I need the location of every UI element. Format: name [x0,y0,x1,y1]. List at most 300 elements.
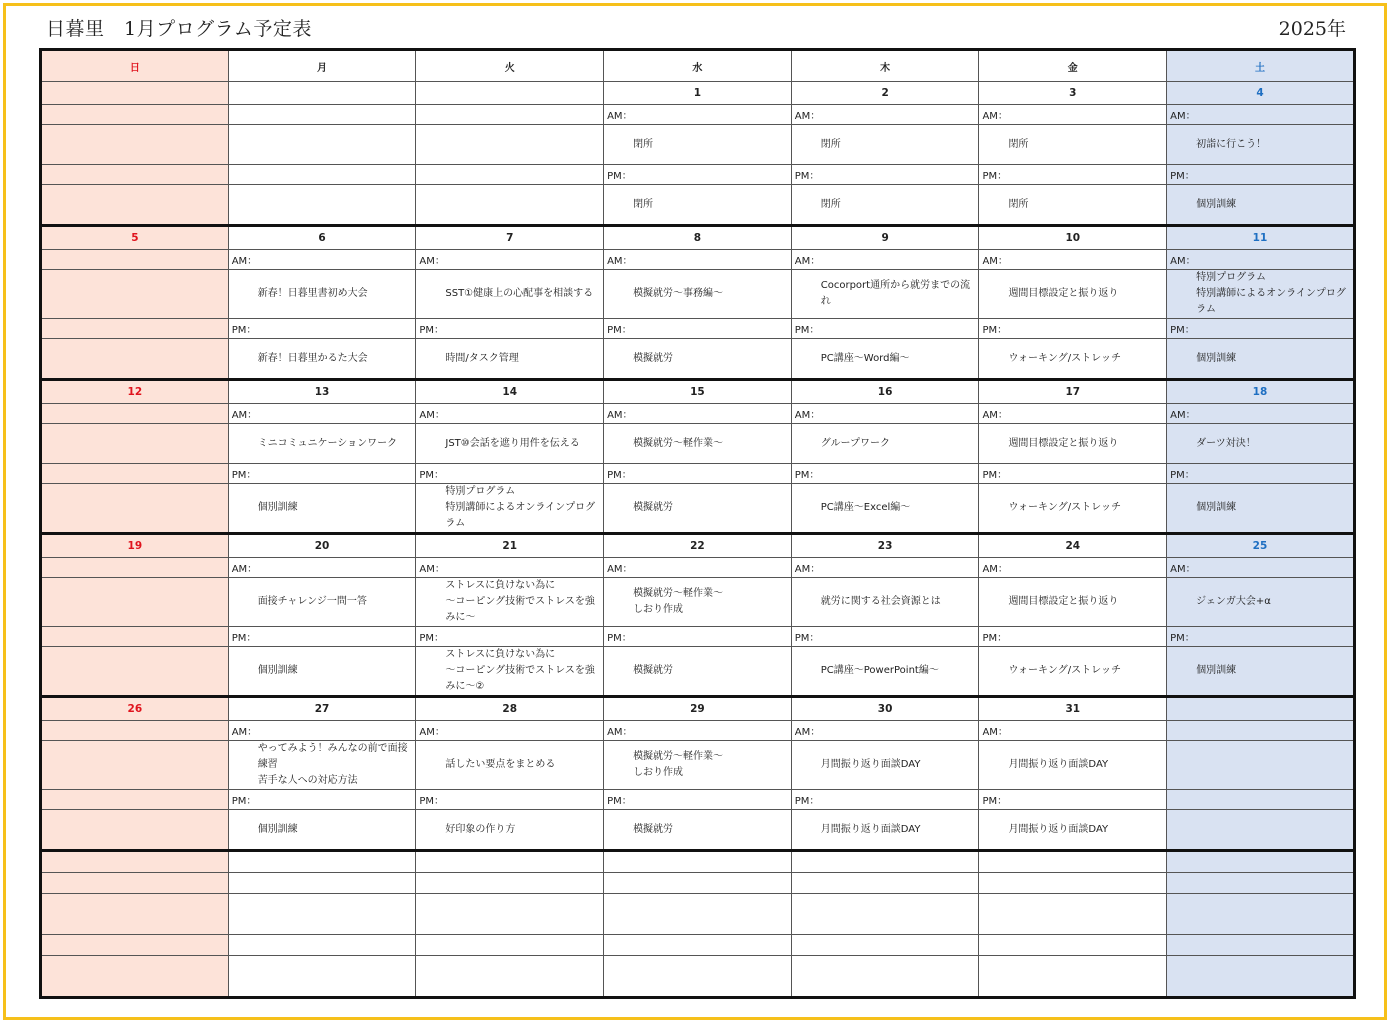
blank-cell [1167,894,1355,935]
program-line: 閉所 [820,198,841,210]
blank-cell [41,873,229,894]
am-label [41,105,229,125]
blank-cell [228,956,416,998]
am-label: AM： [1167,558,1355,578]
pm-label: PM： [228,319,416,339]
program-line: 苦手な人への対応方法 [257,775,358,786]
program-line: 週間目標設定と振り返り [1008,288,1119,299]
date-cell [1167,697,1355,721]
pm-label [41,319,229,339]
program-line: 模擬就労～軽作業～ [633,588,724,599]
program-line: 個別訓練 [1196,198,1237,210]
blank-cell [41,956,229,998]
program-line: 閉所 [820,138,841,150]
date-cell: 26 [41,697,229,721]
pm-label: PM： [791,165,979,185]
am-program [1167,270,1355,319]
date-cell: 7 [416,226,604,250]
am-label: AM： [791,105,979,125]
am-program [791,270,979,319]
pm-program [41,185,229,226]
am-label: AM： [416,721,604,741]
program-line: 面接チャレンジ一問一答 [257,596,367,607]
date-row [41,226,1355,250]
am-program [979,424,1167,464]
pm-program [979,484,1167,534]
pm-label: PM： [979,464,1167,484]
am-label-row [41,404,1355,424]
pm-program [604,810,792,851]
pm-label: PM： [416,627,604,647]
blank-cell [228,894,416,935]
program-line: 個別訓練 [1196,352,1237,364]
pm-label [41,790,229,810]
date-cell: 21 [416,534,604,558]
am-label: AM： [228,558,416,578]
am-program [791,424,979,464]
blank-cell [604,956,792,998]
date-cell [228,82,416,105]
pm-label: PM： [791,790,979,810]
date-cell: 2 [791,82,979,105]
date-cell: 15 [604,380,792,404]
pm-event-row [41,810,1355,851]
pm-program [228,185,416,226]
am-program [416,424,604,464]
program-line: 閉所 [633,138,654,150]
am-label: AM： [416,558,604,578]
pm-program [41,484,229,534]
pm-program [228,484,416,534]
pm-program [228,339,416,380]
program-line: Cocorport通所から就労までの流れ [820,280,971,307]
date-cell: 18 [1167,380,1355,404]
pm-program [41,647,229,697]
am-program [979,270,1167,319]
program-line: ウォーキング/ストレッチ [1008,502,1122,513]
blank-cell [228,873,416,894]
am-label: AM： [1167,404,1355,424]
blank-cell [979,956,1167,998]
am-program [416,125,604,165]
program-line: 就労に関する社会資源とは [820,596,941,607]
program-line: 個別訓練 [1196,665,1237,676]
program-line: ストレスに負けない為に [445,580,556,591]
date-row [41,534,1355,558]
date-row [41,82,1355,105]
blank-cell [604,935,792,956]
am-label: AM： [604,558,792,578]
program-line: PC講座～Excel編～ [820,502,911,513]
date-cell: 20 [228,534,416,558]
program-line: ジェンガ大会+α [1196,596,1271,607]
blank-cell [791,935,979,956]
am-label-row [41,721,1355,741]
blank-cell [416,873,604,894]
blank-cell [791,873,979,894]
program-line: 模擬就労～軽作業～ [633,437,724,449]
program-line: ウォーキング/ストレッチ [1008,352,1122,364]
pm-program [416,484,604,534]
pm-program [791,484,979,534]
date-cell: 10 [979,226,1167,250]
pm-label: PM： [604,165,792,185]
blank-cell [416,956,604,998]
pm-program [979,647,1167,697]
date-cell: 25 [1167,534,1355,558]
program-line: 閉所 [1008,138,1029,150]
am-event-row [41,424,1355,464]
date-cell: 31 [979,697,1167,721]
pm-program [228,810,416,851]
pm-program [791,647,979,697]
am-event-row [41,578,1355,627]
am-program [791,125,979,165]
program-line: 時間/タスク管理 [445,352,519,364]
pm-label: PM： [416,464,604,484]
pm-program [791,185,979,226]
blank-row [41,851,1355,873]
am-program [604,270,792,319]
am-label: AM： [604,721,792,741]
date-cell: 6 [228,226,416,250]
am-program [228,741,416,790]
pm-label: PM： [604,627,792,647]
weekday-sat: 土 [1167,50,1355,82]
date-cell: 19 [41,534,229,558]
program-line: JST⑩会話を遮り用件を伝える [445,437,580,449]
pm-label: PM： [791,627,979,647]
blank-cell [979,935,1167,956]
date-cell: 5 [41,226,229,250]
pm-label: PM： [228,464,416,484]
am-label: AM： [791,721,979,741]
am-event-row [41,270,1355,319]
date-cell: 8 [604,226,792,250]
am-program [791,578,979,627]
blank-cell [416,935,604,956]
program-line: PC講座～PowerPoint編～ [820,665,939,676]
am-program [228,125,416,165]
blank-cell [1167,956,1355,998]
blank-cell [1167,935,1355,956]
date-cell: 29 [604,697,792,721]
pm-label [41,627,229,647]
am-label: AM： [979,404,1167,424]
year-label: 2025年 [1278,18,1346,40]
pm-label: PM： [979,790,1167,810]
pm-program [41,810,229,851]
program-line: 新春！日暮里書初め大会 [257,288,368,299]
am-label-row [41,105,1355,125]
weekday-mon: 月 [228,50,416,82]
program-line: 話したい要点をまとめる [445,759,556,770]
program-line: 模擬就労 [633,823,674,835]
program-line: ストレスに負けない為に [445,649,556,660]
program-line: 個別訓練 [257,502,298,513]
blank-cell [41,894,229,935]
program-line: 月間振り返り面談DAY [820,759,921,770]
pm-program [416,339,604,380]
am-event-row [41,741,1355,790]
am-label [416,105,604,125]
program-line: ダーツ対決！ [1196,437,1256,449]
program-line: 月間振り返り面談DAY [1008,759,1109,770]
am-label [41,558,229,578]
am-label: AM： [979,105,1167,125]
page-title: 日暮里 1月プログラム予定表 [46,18,312,40]
weekday-fri: 金 [979,50,1167,82]
am-program [979,578,1167,627]
pm-label: PM： [416,790,604,810]
weekday-thu: 木 [791,50,979,82]
am-label [41,250,229,270]
pm-program [791,810,979,851]
program-line: 月間振り返り面談DAY [1008,823,1109,835]
am-label: AM： [791,250,979,270]
weekday-header-row [41,50,1355,82]
blank-row [41,873,1355,894]
am-program [979,741,1167,790]
pm-label [41,464,229,484]
program-line: 模擬就労 [633,665,674,676]
blank-cell [228,851,416,873]
am-label [228,105,416,125]
date-cell [416,82,604,105]
date-cell: 16 [791,380,979,404]
weekday-tue: 火 [416,50,604,82]
blank-cell [604,894,792,935]
pm-event-row [41,185,1355,226]
am-event-row [41,125,1355,165]
pm-label-row [41,790,1355,810]
pm-event-row [41,647,1355,697]
pm-program [604,484,792,534]
am-label [41,404,229,424]
date-cell: 22 [604,534,792,558]
date-cell: 27 [228,697,416,721]
pm-label-row [41,627,1355,647]
am-label: AM： [791,558,979,578]
am-label: AM： [228,721,416,741]
pm-program [41,339,229,380]
program-line: 初詣に行こう！ [1196,138,1267,150]
pm-label: PM： [791,464,979,484]
pm-program [979,185,1167,226]
pm-program [604,647,792,697]
am-program [41,578,229,627]
pm-program [1167,810,1355,851]
date-row [41,380,1355,404]
date-cell: 14 [416,380,604,404]
date-cell: 9 [791,226,979,250]
am-program [228,424,416,464]
pm-label: PM： [979,627,1167,647]
am-program [604,125,792,165]
am-label [41,721,229,741]
date-cell: 30 [791,697,979,721]
am-label: AM： [228,404,416,424]
program-line: 好印象の作り方 [445,823,516,835]
program-line: 閉所 [633,198,654,210]
pm-label: PM： [791,319,979,339]
pm-program [791,339,979,380]
pm-program [416,185,604,226]
program-line: 個別訓練 [1196,502,1237,513]
am-program [1167,125,1355,165]
date-row [41,697,1355,721]
blank-cell [791,894,979,935]
am-label: AM： [416,250,604,270]
program-line: ミニコミュニケーションワーク [257,437,398,449]
am-program [604,741,792,790]
program-line: PC講座～Word編～ [820,352,910,364]
pm-label: PM： [979,165,1167,185]
blank-row [41,956,1355,998]
program-line: 個別訓練 [257,823,298,835]
pm-label: PM： [1167,319,1355,339]
program-line: ウォーキング/ストレッチ [1008,665,1122,676]
blank-row [41,894,1355,935]
pm-program [1167,647,1355,697]
am-program [791,741,979,790]
program-line: ～コーピング技術でストレスを強みに～ [445,596,595,623]
program-line: やってみよう！みんなの前で面接練習 [257,743,408,770]
am-label: AM： [604,250,792,270]
blank-cell [416,851,604,873]
am-label-row [41,250,1355,270]
pm-label: PM： [604,790,792,810]
am-label-row [41,558,1355,578]
am-program [228,270,416,319]
blank-cell [41,935,229,956]
pm-label: PM： [228,627,416,647]
am-program [416,270,604,319]
program-line: 模擬就労 [633,502,674,513]
pm-program [1167,185,1355,226]
pm-label [1167,790,1355,810]
pm-program [416,647,604,697]
program-line: SST①健康上の心配事を相談する [445,288,594,299]
pm-label: PM： [1167,464,1355,484]
am-label: AM： [979,558,1167,578]
calendar-body [41,82,1355,998]
weekday-wed: 水 [604,50,792,82]
am-program [416,741,604,790]
program-line: 特別プログラム [1196,272,1267,283]
blank-cell [604,851,792,873]
program-line: ～コーピング技術でストレスを強みに～② [445,665,595,692]
pm-program [1167,339,1355,380]
blank-cell [228,935,416,956]
pm-program [604,339,792,380]
pm-label: PM： [604,319,792,339]
am-label: AM： [604,105,792,125]
pm-label: PM： [228,790,416,810]
pm-label [228,165,416,185]
program-line: 週間目標設定と振り返り [1008,437,1119,449]
program-line: 模擬就労～事務編～ [633,288,724,299]
am-label: AM： [228,250,416,270]
program-line: グループワーク [820,437,890,449]
date-cell: 1 [604,82,792,105]
pm-program [228,647,416,697]
am-program [228,578,416,627]
date-cell: 13 [228,380,416,404]
am-label: AM： [416,404,604,424]
program-line: 週間目標設定と振り返り [1008,596,1119,607]
date-cell: 23 [791,534,979,558]
am-program [604,578,792,627]
am-program [1167,578,1355,627]
blank-cell [416,894,604,935]
date-cell: 11 [1167,226,1355,250]
pm-label [416,165,604,185]
date-cell: 3 [979,82,1167,105]
date-cell [41,82,229,105]
am-program [41,741,229,790]
pm-label-row [41,319,1355,339]
blank-cell [791,851,979,873]
program-line: 個別訓練 [257,665,298,676]
date-cell: 17 [979,380,1167,404]
program-line: 閉所 [1008,198,1029,210]
am-label: AM： [791,404,979,424]
date-cell: 28 [416,697,604,721]
am-program [41,424,229,464]
weekday-sun: 日 [41,50,229,82]
pm-label: PM： [1167,627,1355,647]
pm-program [979,339,1167,380]
am-label [1167,721,1355,741]
am-program [604,424,792,464]
am-label: AM： [979,250,1167,270]
blank-cell [1167,873,1355,894]
am-program [1167,741,1355,790]
am-label: AM： [979,721,1167,741]
blank-cell [41,851,229,873]
pm-label: PM： [604,464,792,484]
pm-label [41,165,229,185]
blank-cell [604,873,792,894]
program-line: 特別講師によるオンラインプログラム [1196,288,1346,315]
blank-cell [979,851,1167,873]
am-program [416,578,604,627]
blank-cell [1167,851,1355,873]
pm-label: PM： [416,319,604,339]
blank-cell [791,956,979,998]
am-label: AM： [1167,105,1355,125]
am-program [41,270,229,319]
pm-event-row [41,484,1355,534]
pm-program [1167,484,1355,534]
date-cell: 12 [41,380,229,404]
am-label: AM： [1167,250,1355,270]
program-line: 新春！日暮里かるた大会 [257,352,368,364]
date-cell: 24 [979,534,1167,558]
pm-label-row [41,165,1355,185]
pm-label: PM： [979,319,1167,339]
blank-cell [979,894,1167,935]
program-line: 月間振り返り面談DAY [820,823,921,835]
am-program [1167,424,1355,464]
pm-program [604,185,792,226]
program-line: 模擬就労～軽作業～ [633,751,724,762]
pm-event-row [41,339,1355,380]
pm-label: PM： [1167,165,1355,185]
program-line: 特別プログラム [445,486,516,497]
program-line: 模擬就労 [633,352,674,364]
